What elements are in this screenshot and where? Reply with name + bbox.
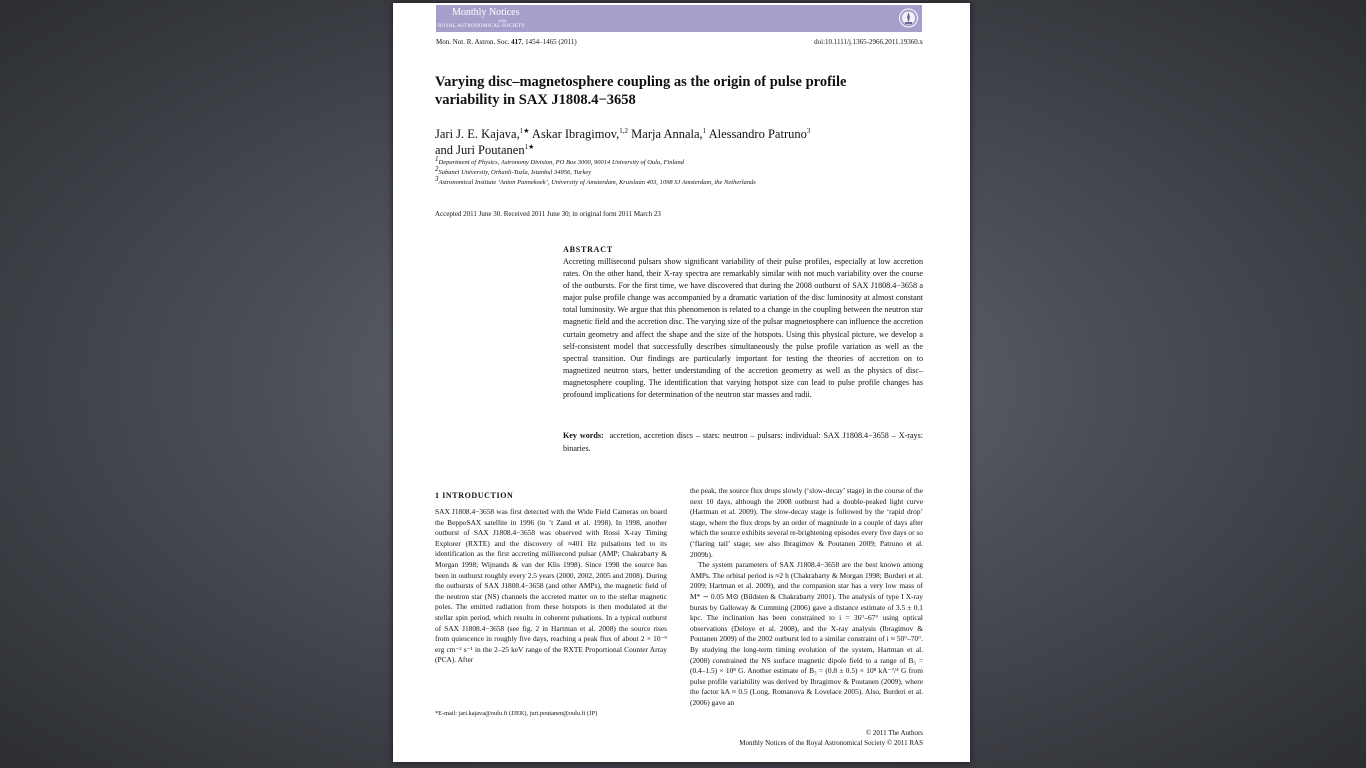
copyright-notice: © 2011 The Authors Monthly Notices of the Royal Astronomical Society © 2011 RAS — [739, 729, 923, 747]
journal-name: Monthly Notices — [452, 7, 520, 18]
intro-paragraph: The system parameters of SAX J1808.4−3658 are the best known among AMPs. The orbital period is ≈2 h (Chakrabarty & Morgan 1998; Burderi et al. 2009; Hartman et al. 2009), and the companion star has a very low mass of M* ∼ 0.05 M⊙ (Bildsten & Chakrabarty 2001). The analysis of type I X-ray bursts by Galloway & Cumming (2006) gave a distance estimate of 3.5 ± 0.1 kpc. The inclination has been constrained to i = 36°–67° using optical observations (Deloye et al. 2008), and the X-ray analysis (Ibragimov & Poutanen 2009) of the 2002 outburst led to a similar constraint of i ≈ 50°–70°. By studying the long-term timing evolution of the system, Hartman et al. (2008) constrained the NS surface magnetic dipole field to a range of B₅ = (0.4–1.5) × 10⁸ G. Another estimate of B₅ = (0.8 ± 0.5) × 10⁸ kA⁻⁷/⁴ G from pulse profile variability was derived by Ibragimov & Poutanen (2009), where the factor kA ≈ 0.5 (Long, Romanova & Lovelace 2005). Also, Burderi et al. (2006) gave an — [690, 560, 923, 707]
paper-page — [393, 3, 970, 762]
affiliation-2: $^2$Sabanci University, Orhanli-Tuzla, Istanbul 34956, Turkey — [435, 165, 592, 177]
intro-right-column — [690, 486, 923, 708]
abstract-heading: ABSTRACT — [563, 245, 613, 254]
abstract-text: Accreting millisecond pulsars show significant variability of their pulse profiles, especially at low accretion rates. On the other hand, their X-ray spectra are remarkably similar with not much variability over the course of the outbursts. For the first time, we have discovered that during the 2008 outburst of SAX J1808.4−3658 a major pulse profile change was accompanied by a dramatic variation of the disc luminosity at almost constant total luminosity. We argue that this phenomenon is related to a change in the coupling between the neutron star magnetic field and the accretion disc. The varying size of the pulsar magnetosphere can influence the accretion curtain geometry and affect the shape and the size of the hotspots. Using this physical picture, we develop a self-consistent model that successfully describes simultaneously the pulse profile variation as well as the spectral transition. Our findings are particularly important for testing the theories of accretion on to magnetized neutron stars, better understanding of the accretion geometry as well as the physics of disc–magnetosphere coupling. The identification that varying hotspot size can lead to pulse profile changes has profound implications for determination of the neutron star masses and radii. — [563, 257, 923, 400]
author-list: Jari J. E. Kajava,$^{1★}$ Askar Ibragimov,$^{1,2}$ Marja Annala,$^1$ Alessandro Patruno$^3$ and Juri Poutanen$^{1★}$ — [435, 126, 811, 157]
keywords: Key words: accretion, accretion discs – stars: neutron – pulsars: individual: SAX J1808.4−3658 – X-rays: binaries. — [563, 431, 924, 453]
footnote-email: *E-mail: jari.kajava@oulu.fi (JJEK), juri.poutanen@oulu.fi (JP) — [435, 710, 598, 717]
intro-left-column: SAX J1808.4−3658 was first detected with the Wide Field Cameras on board the BeppoSAX satellite in 1996 (in ’t Zand et al. 1998). In 1998, another outburst of SAX J1808.4−3658 was observed with Rossi X-ray Timing Explorer (RXTE) and the discovery of ≈401 Hz pulsations led to its identification as the first accreting millisecond pulsar (AMP; Chakrabarty & Morgan 1998; Wijnands & van der Klis 1998). Since 1998 the source has been in outburst roughly every 2.5 years (2000, 2002, 2005 and 2008). During the outbursts of SAX J1808.4−3658 (and other AMPs), the magnetic field of the neutron star (NS) channels the accreted matter on to the stellar magnetic poles. The emitted radiation from these hotspots is then modulated at the stellar spin period, which results in coherent pulsations. In a typical outburst of SAX J1808.4−3658 (see fig. 2 in Hartman et al. 2008) the source rises from quiescence in roughly five days, reaching a peak flux of about 2 × 10⁻⁹ erg cm⁻² s⁻¹ in the 2–25 keV range of the RXTE Proportional Counter Array (PCA). After — [435, 507, 667, 665]
journal-banner — [436, 5, 922, 32]
affiliation-3: $^3$Astronomical Institute ‘Anton Pannekoek’, University of Amsterdam, Kruislaan 403, 1098 SJ Amsterdam, the Netherlands — [435, 175, 756, 187]
citation-reference: Mon. Not. R. Astron. Soc. 417, 1454–1465 (2011) — [436, 38, 577, 46]
journal-society: ROYAL ASTRONOMICAL SOCIETY — [438, 24, 526, 29]
intro-paragraph: the peak, the source flux drops slowly (‘slow-decay’ stage) in the course of the next 10 days, although the 2008 outburst had a double-peaked light curve (Hartman et al. 2009). The slow-decay stage is followed by the ‘rapid drop’ stage, where the flux drops by an order of magnitude in a couple of days after which the source exhibits several re-brightening episodes every five days or so (‘flaring tail’ stage; see also Ibragimov & Poutanen 2009; Patruno et al. 2009b). — [690, 486, 923, 559]
section-heading-introduction: 1 INTRODUCTION — [435, 491, 514, 500]
affiliation-1: $^1$Department of Physics, Astronomy Division, PO Box 3000, 90014 University of Oulu, Finland — [435, 155, 685, 167]
doi-reference: doi:10.1111/j.1365-2966.2011.19360.x — [814, 38, 923, 46]
accepted-dates: Accepted 2011 June 30. Received 2011 June 30; in original form 2011 March 23 — [435, 210, 661, 218]
ras-crest-icon — [898, 7, 919, 30]
journal-of-the: of the — [498, 18, 507, 23]
paper-title: Varying disc–magnetosphere coupling as the origin of pulse profile variability in SAX J1808.4−3658 — [435, 74, 847, 108]
